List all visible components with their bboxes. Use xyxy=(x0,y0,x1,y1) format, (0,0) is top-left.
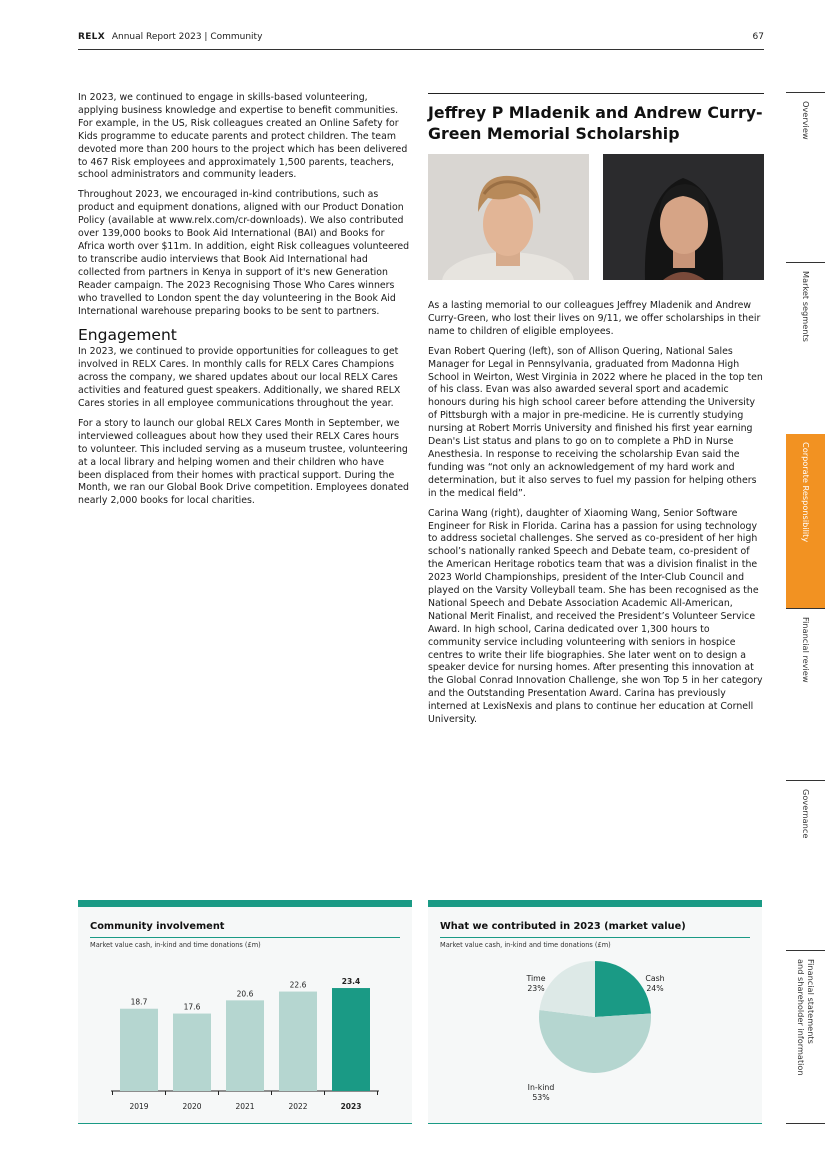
tab-label: Financial review xyxy=(800,617,811,683)
photo-carina-wang xyxy=(603,154,764,280)
engagement-heading: Engagement xyxy=(78,326,177,345)
engagement-paragraph: In 2023, we continued to provide opportunities for colleagues to get involved in RELX Cares. In monthly calls for RELX Cares Champions across the company, we shared updates about our local RELX Cares activities and featured guest speakers. Additionally, we shared RELX Cares stories in all employee communications throughout the year. xyxy=(78,346,401,410)
bar-2020 xyxy=(173,1014,211,1091)
photo-row xyxy=(428,154,764,280)
tab-label: Financial statements and shareholder information xyxy=(795,959,816,1076)
bar-2023 xyxy=(332,988,370,1091)
bar-2021 xyxy=(226,1000,264,1091)
section-rule xyxy=(428,93,764,94)
tab-label: Overview xyxy=(800,101,811,140)
bar-value-label: 22.6 xyxy=(289,980,307,990)
pie-label: Cash xyxy=(645,974,665,983)
volunteering-paragraph: In 2023, we continued to engage in skills-based volunteering, applying business knowledge and expertise to benefit communities. For example, in the US, Risk colleagues created an Online Safety for Kids programme to educate parents and protect children. The team devoted more than 200 hours to the project which has been delivered to 467 Risk employees and approximately 1,500 parents, teachers, school administrators and community leaders. xyxy=(78,92,408,181)
cares-month-paragraph: For a story to launch our global RELX Cares Month in September, we interviewed colleagues about how they used their RELX Cares hours to volunteer. This included serving as a museum trustee, volunteering at a local library and helping women and their children who have been displaced from their homes with practical support. During the Month, we ran our Global Book Drive competition. Employees donated nearly 2,000 books for local charities. xyxy=(78,417,409,507)
pie-label: Time xyxy=(526,974,546,983)
tab-label: Governance xyxy=(800,789,811,839)
pie-slice-in-kind xyxy=(539,1010,651,1073)
page-number: 67 xyxy=(752,32,764,42)
tab-label: Market segments xyxy=(800,271,811,342)
tab-label: Corporate Responsibility xyxy=(800,442,811,543)
bar-value-label: 17.6 xyxy=(183,1002,201,1012)
bar-value-label: 20.6 xyxy=(236,989,254,999)
chart-title: What we contributed in 2023 (market value) xyxy=(440,921,686,932)
chart-subtitle: Market value cash, in-kind and time donations (£m) xyxy=(90,941,261,949)
in-kind-paragraph: Throughout 2023, we encouraged in-kind contributions, such as product and equipment donations, aligned with our Product Donation Policy (available at www.relx.com/cr-downloads). We also contributed over 139,000 books to Book Aid International (BAI) and Books for Africa worth over $11m. In addition, eight Risk colleagues volunteered to transcribe audio interviews that Book Aid International had collected from partners in Kenya in support of it's new Generation Reader campaign. The 2023 Recognising Those Who Cares winners who travelled to London spent the day volunteering in the Book Aid International warehouse preparing books to be sent to partners. xyxy=(78,189,410,317)
pie-slice-time xyxy=(539,961,595,1017)
community-involvement-panel xyxy=(78,900,412,1124)
photo-evan-quering xyxy=(428,154,589,280)
bar-value-label: 23.4 xyxy=(341,977,361,987)
left-column xyxy=(78,92,410,515)
x-tick-label: 2023 xyxy=(340,1102,362,1111)
bar-2022 xyxy=(279,992,317,1091)
pie-slice-cash xyxy=(595,961,651,1017)
x-tick-label: 2020 xyxy=(182,1102,202,1111)
publication-title: Annual Report 2023 | Community xyxy=(111,32,263,42)
chart-title: Community involvement xyxy=(90,921,225,932)
x-tick-label: 2021 xyxy=(235,1102,255,1111)
brand-name: RELX xyxy=(78,32,105,42)
section-tabs xyxy=(786,92,825,1124)
pie-percent-label: 53% xyxy=(532,1093,550,1102)
bar-chart xyxy=(78,907,412,1124)
x-tick-label: 2022 xyxy=(288,1102,308,1111)
contribution-panel xyxy=(428,900,762,1124)
tab-market-segments[interactable] xyxy=(786,262,825,434)
pie-percent-label: 23% xyxy=(527,984,545,993)
pie-chart xyxy=(428,907,762,1124)
carina-paragraph: Carina Wang (right), daughter of Xiaoming Wang, Senior Software Engineer for Risk in Florida. Carina has a passion for using technology to address societal challenges. She served as co-president of her high school’s nationally ranked Speech and Debate team, co-president of the American Heritage robotics team that was a division finalist in the 2023 World Championships, president of the Inter-Club Council and played on the Varsity Volleyball team. She has been recognised as the National Speech and Debate Association Academic All-American, National Merit Finalist, and received the President’s Volunteer Service Award. In high school, Carina dedicated over 1,300 hours to community service including volunteering with seniors in hospice centres to write their life biographies. She later went on to design a speaker device for nursing homes. After presenting this innovation at the Global Conrad Innovation Challenge, she won Top 5 in her category and the Outstanding Presentation Award. Carina has previously interned at LexisNexis and plans to continue her education at Cornell University. xyxy=(428,507,763,726)
right-column xyxy=(428,93,764,734)
tab-financial-statements[interactable] xyxy=(786,950,825,1124)
chart-subtitle: Market value cash, in-kind and time donations (£m) xyxy=(440,941,611,949)
x-tick-label: 2019 xyxy=(129,1102,149,1111)
evan-paragraph: Evan Robert Quering (left), son of Allison Quering, National Sales Manager for Legal in Pennsylvania, graduated from Madonna High School in Weirton, West Virginia in 2022 where he placed in the top ten of his class. Evan was also awarded several sport and academic honours during his high school career before attending the University of Pittsburgh with a major in pre-medicine. He is currently studying nursing at Robert Morris University and finished his first year earning Dean's List status and plans to go on to complete a PhD in Nurse Anesthesia. In response to receiving the scholarship Evan said the funding was “not only an acknowledgement of my hard work and determination, but it also serves to fuel my passion for helping others in the medical field”. xyxy=(428,345,763,499)
pie-label: In-kind xyxy=(527,1083,555,1092)
tab-overview[interactable] xyxy=(786,92,825,262)
scholarship-heading: Jeffrey P Mladenik and Andrew Curry-Green Memorial Scholarship xyxy=(428,103,763,143)
bar-2019 xyxy=(120,1009,158,1091)
tab-governance[interactable] xyxy=(786,780,825,950)
bar-value-label: 18.7 xyxy=(130,997,148,1007)
scholarship-intro: As a lasting memorial to our colleagues Jeffrey Mladenik and Andrew Curry-Green, who lost their lives on 9/11, we offer scholarships in their name to children of eligible employees. xyxy=(428,300,761,337)
tab-financial-review[interactable] xyxy=(786,608,825,780)
pie-percent-label: 24% xyxy=(646,984,664,993)
tab-corporate-responsibility[interactable] xyxy=(786,434,825,608)
page-header xyxy=(78,32,764,50)
